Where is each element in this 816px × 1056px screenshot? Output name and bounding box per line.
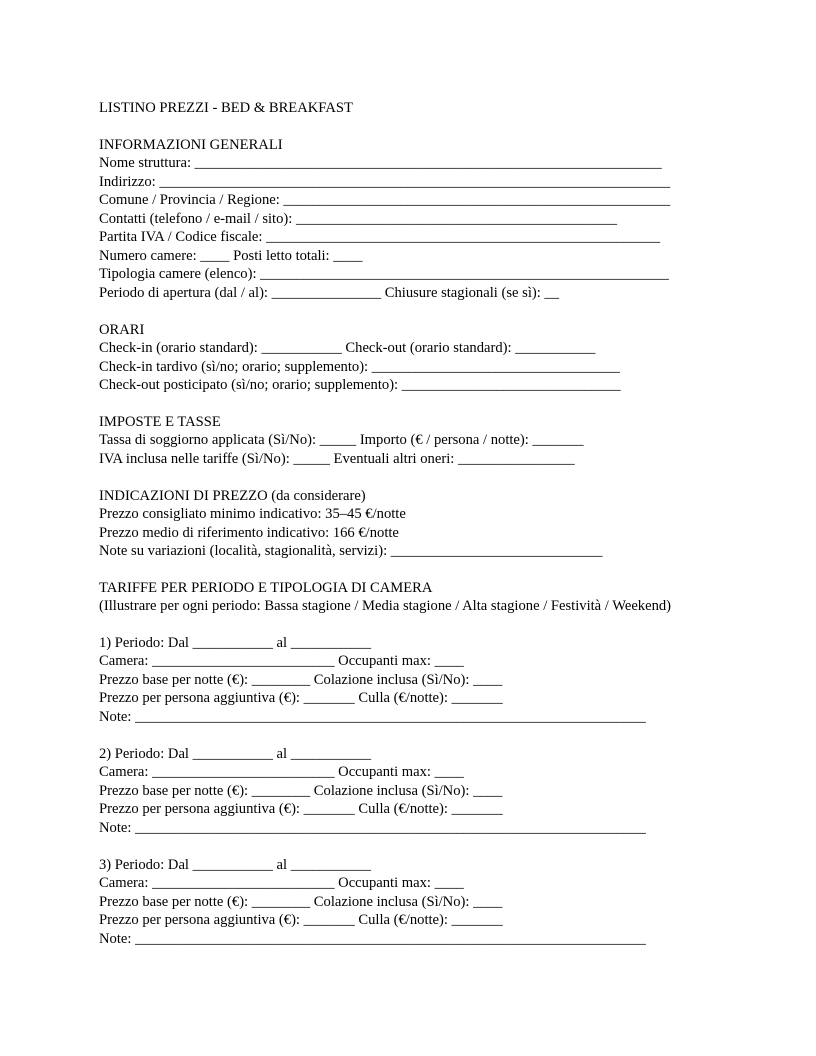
late-checkin-field: Check-in tardivo (sì/no; orario; supplemento): __________________________________ (99, 359, 620, 375)
rates-instructions: (Illustrare per ogni periodo: Bassa stagione / Media stagione / Alta stagione / Festività / Weekend) (99, 598, 672, 614)
comune-field: Comune / Provincia / Regione: _____________________________________________________ (99, 192, 671, 208)
opening-field: Periodo di apertura (dal / al): _______________ Chiusure stagionali (se sì): __ (99, 285, 560, 301)
period-2-note: Note: ______________________________________________________________________ (99, 820, 646, 836)
checkin-field: Check-in (orario standard): ___________ Check-out (orario standard): ___________ (99, 340, 596, 356)
tourist-tax-field: Tassa di soggiorno applicata (Sì/No): _____ Importo (€ / persona / notte): _______ (99, 432, 584, 448)
variations-field: Note su variazioni (località, stagionalità, servizi): _____________________________ (99, 543, 603, 559)
taxes-heading: IMPOSTE E TASSE (99, 414, 221, 430)
vat-included-field: IVA inclusa nelle tariffe (Sì/No): _____ Eventuali altri oneri: ________________ (99, 451, 575, 467)
period-2-dates: 2) Periodo: Dal ___________ al ___________ (99, 746, 371, 762)
hours-heading: ORARI (99, 322, 145, 338)
room-types-field: Tipologia camere (elenco): ________________________________________________________ (99, 266, 669, 282)
period-2-extra-price: Prezzo per persona aggiuntiva (€): _______ Culla (€/notte): _______ (99, 801, 503, 817)
period-1-extra-price: Prezzo per persona aggiuntiva (€): _______ Culla (€/notte): _______ (99, 690, 503, 706)
period-2-base-price: Prezzo base per notte (€): ________ Colazione inclusa (Sì/No): ____ (99, 783, 503, 799)
vat-field: Partita IVA / Codice fiscale: ______________________________________________________ (99, 229, 661, 245)
period-1-base-price: Prezzo base per notte (€): ________ Colazione inclusa (Sì/No): ____ (99, 672, 503, 688)
address-field: Indirizzo: ______________________________________________________________________ (99, 174, 671, 190)
period-3-room: Camera: _________________________ Occupanti max: ____ (99, 875, 464, 891)
avg-price-line: Prezzo medio di riferimento indicativo: 166 €/notte (99, 525, 399, 541)
period-3-extra-price: Prezzo per persona aggiuntiva (€): _______ Culla (€/notte): _______ (99, 912, 503, 928)
period-1-room: Camera: _________________________ Occupanti max: ____ (99, 653, 464, 669)
period-3-dates: 3) Periodo: Dal ___________ al ___________ (99, 857, 371, 873)
min-price-line: Prezzo consigliato minimo indicativo: 35–45 €/notte (99, 506, 406, 522)
period-2-room: Camera: _________________________ Occupanti max: ____ (99, 764, 464, 780)
late-checkout-field: Check-out posticipato (sì/no; orario; supplemento): ______________________________ (99, 377, 621, 393)
period-3-base-price: Prezzo base per notte (€): ________ Colazione inclusa (Sì/No): ____ (99, 894, 503, 910)
rooms-field: Numero camere: ____ Posti letto totali: ____ (99, 248, 363, 264)
rates-heading: TARIFFE PER PERIODO E TIPOLOGIA DI CAMERA (99, 580, 433, 596)
contacts-field: Contatti (telefono / e-mail / sito): ____________________________________________ (99, 211, 618, 227)
period-1-note: Note: ______________________________________________________________________ (99, 709, 646, 725)
price-indications-heading: INDICAZIONI DI PREZZO (da considerare) (99, 488, 366, 504)
document-title: LISTINO PREZZI - BED & BREAKFAST (99, 100, 353, 116)
general-heading: INFORMAZIONI GENERALI (99, 137, 283, 153)
period-3-note: Note: ______________________________________________________________________ (99, 931, 646, 947)
period-1-dates: 1) Periodo: Dal ___________ al ___________ (99, 635, 371, 651)
structure-name-field: Nome struttura: ________________________________________________________________ (99, 155, 662, 171)
